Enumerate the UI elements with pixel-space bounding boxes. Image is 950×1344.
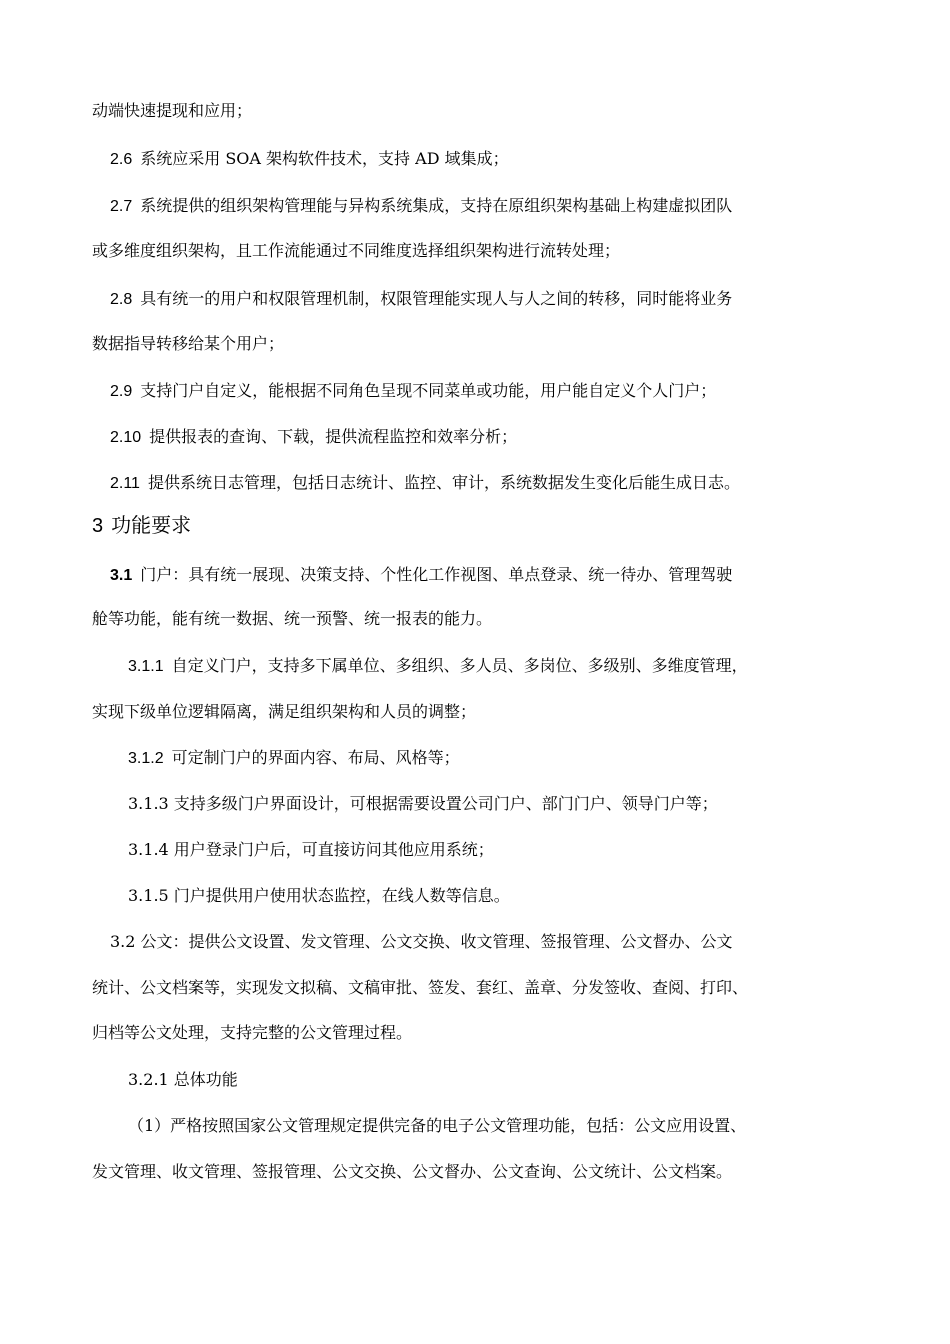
item-2-6: [110, 148, 509, 171]
item-3-2-1: 3.2.1 总体功能: [128, 1070, 238, 1089]
item-2-9: [110, 380, 716, 403]
item-number: 2.9: [110, 383, 133, 400]
item-text: 提供报表的查询、下载，提供流程监控和效率分析；: [149, 427, 518, 446]
item-number: 3.1.2: [128, 750, 164, 767]
item-3-1-2: [128, 747, 460, 770]
paragraph-line: 舱等功能，能有统一数据、统一预警、统一报表的能力。: [92, 609, 493, 628]
item-text: 可定制门户的界面内容、布局、风格等；: [171, 748, 460, 767]
paragraph-line: 数据指导转移给某个用户；: [92, 334, 285, 353]
paragraph-line: 发文管理、收文管理、签报管理、公文交换、公文督办、公文查询、公文统计、公文档案。: [92, 1162, 733, 1181]
item-number: 2.7: [110, 198, 133, 215]
item-number: 2.8: [110, 291, 133, 308]
item-number: 2.6: [110, 151, 133, 168]
item-2-8: [110, 288, 732, 311]
item-3-2: 3.2 公文：提供公文设置、发文管理、公文交换、收文管理、签报管理、公文督办、公文: [110, 932, 733, 951]
item-2-10: [110, 426, 517, 449]
item-3-1-3: 3.1.3 支持多级门户界面设计，可根据需要设置公司门户、部门门户、领导门户等；: [128, 794, 718, 813]
item-3-2-1-1: （1）严格按照国家公文管理规定提供完备的电子公文管理功能，包括：公文应用设置、: [128, 1116, 747, 1135]
item-3-1-1: [128, 655, 748, 678]
item-number: 3.1: [110, 567, 133, 584]
item-3-1-4: 3.1.4 用户登录门户后，可直接访问其他应用系统；: [128, 840, 494, 859]
item-text: 自定义门户，支持多下属单位、多组织、多人员、多岗位、多级别、多维度管理，: [171, 656, 748, 675]
item-text: 系统提供的组织架构管理能与异构系统集成，支持在原组织架构基础上构建虚拟团队: [140, 196, 733, 215]
heading-text: 功能要求: [111, 513, 192, 537]
item-3-1-5: 3.1.5 门户提供用户使用状态监控，在线人数等信息。: [128, 886, 510, 905]
item-3-1: [110, 564, 732, 587]
section-heading-3: [92, 512, 191, 539]
paragraph-line: 动端快速提现和应用；: [92, 101, 253, 120]
item-2-7: [110, 195, 732, 218]
item-number: 2.11: [110, 475, 140, 492]
item-text: 具有统一的用户和权限管理机制，权限管理能实现人与人之间的转移，同时能将业务: [140, 289, 733, 308]
item-text: 提供系统日志管理，包括日志统计、监控、审计，系统数据发生变化后能生成日志。: [147, 473, 740, 492]
paragraph-line: 或多维度组织架构，且工作流能通过不同维度选择组织架构进行流转处理；: [92, 241, 621, 260]
item-number: 3.1.1: [128, 658, 164, 675]
item-text: 门户：具有统一展现、决策支持、个性化工作视图、单点登录、统一待办、管理驾驶: [140, 565, 733, 584]
item-text: 系统应采用 SOA 架构软件技术，支持 AD 域集成；: [140, 149, 509, 168]
item-number: 2.10: [110, 429, 142, 446]
paragraph-line: 统计、公文档案等，实现发文拟稿、文稿审批、签发、套红、盖章、分发签收、查阅、打印、: [92, 978, 749, 997]
heading-number: 3: [92, 515, 104, 537]
item-2-11: [110, 472, 740, 495]
paragraph-line: 实现下级单位逻辑隔离，满足组织架构和人员的调整；: [92, 702, 477, 721]
paragraph-line: 归档等公文处理，支持完整的公文管理过程。: [92, 1023, 413, 1042]
item-text: 支持门户自定义，能根据不同角色呈现不同菜单或功能，用户能自定义个人门户；: [140, 381, 717, 400]
